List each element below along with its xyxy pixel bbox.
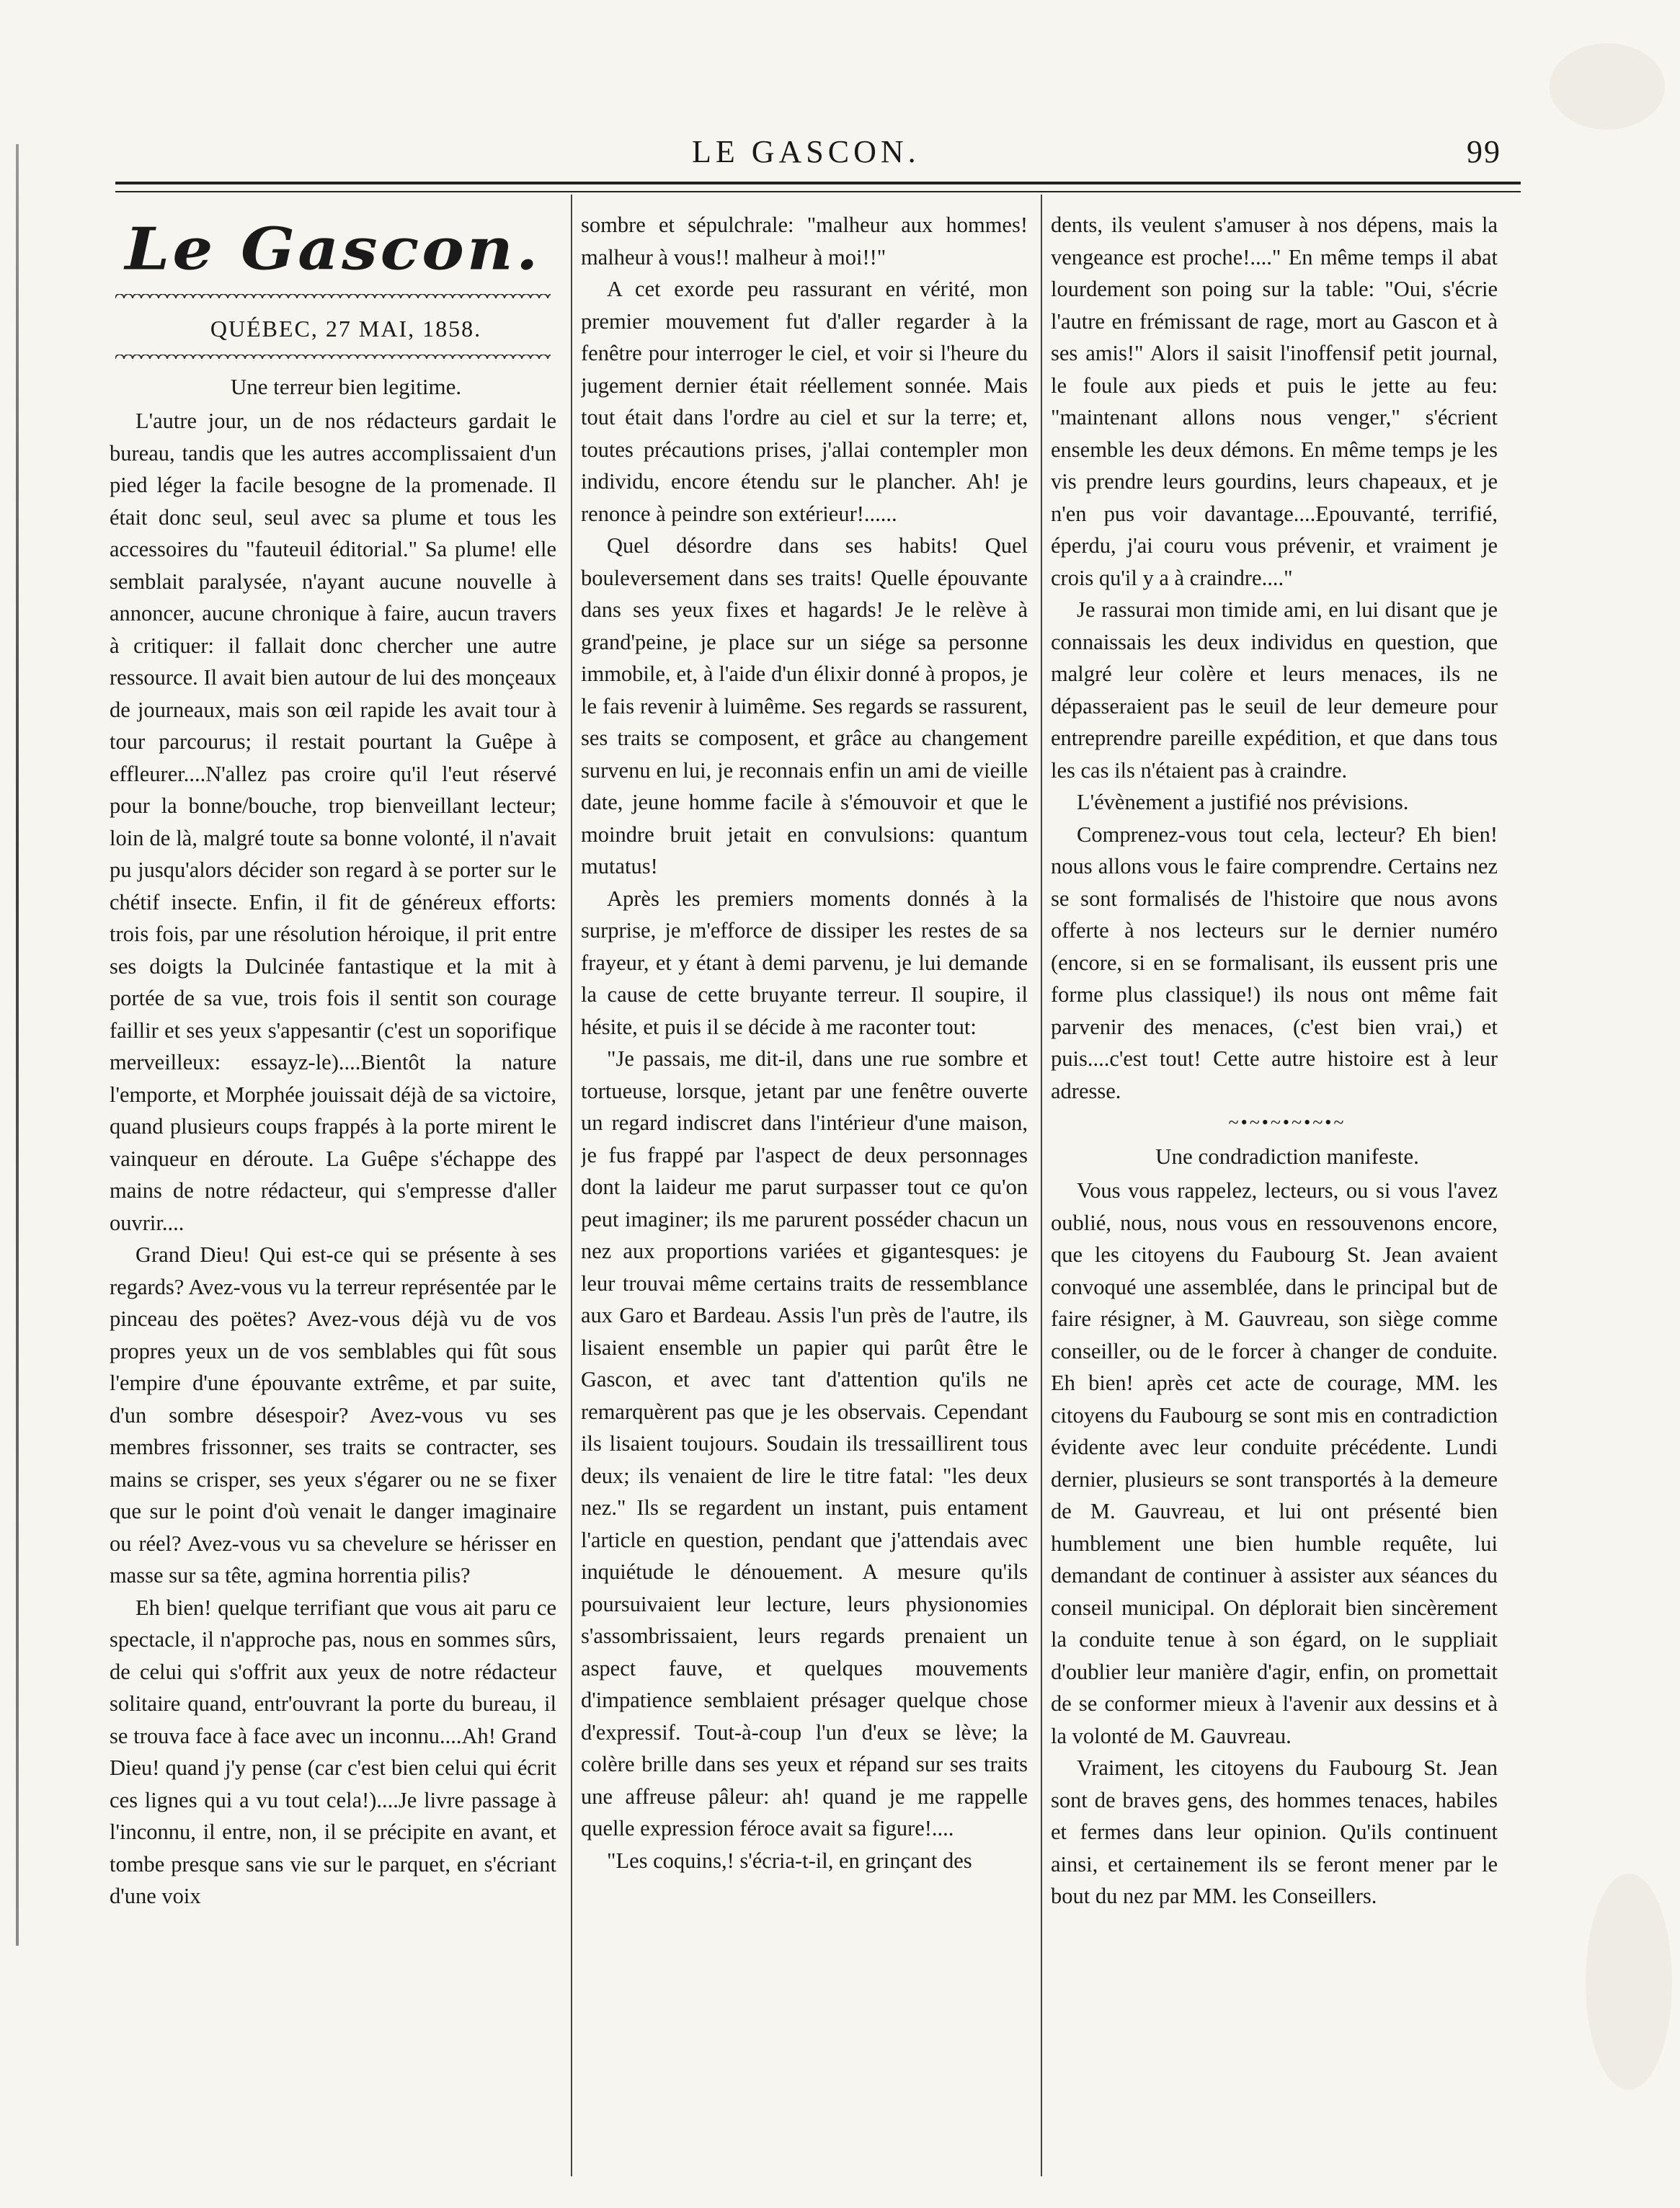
article-title: Une terreur bien legitime. <box>230 374 462 399</box>
paper-stain <box>1550 43 1665 130</box>
paragraph: Après les premiers moments donnés à la surprise, je m'efforce de dissiper les restes de sa frayeur, et y étant à demi parvenu, je lui demande la cause de cette bruyante terreur. Il soupire, il hésite, et puis il se décide à me raconter tout: <box>581 886 1028 1039</box>
paragraph: "Les coquins,! s'écria-t-il, en grinçant des <box>607 1848 972 1873</box>
page-number: 99 <box>1467 134 1501 169</box>
paragraph: L'évènement a justifié nos prévisions. <box>1077 790 1409 814</box>
paragraph: Comprenez-vous tout cela, lecteur? Eh bien! nous allons vous le faire comprendre. Certains nez se sont formalisés de l'histoire que nous avons offerte à nos lecteurs sur le dernier numéro (encore, si en se formalisant, ils eussent pris une forme plus classique!) ils nous ont même fait parvenir des menaces, (c'est bien vrai,) et puis....c'est tout! Cette autre histoire est à leur adresse. <box>1051 822 1498 1103</box>
paragraph: Vous vous rappelez, lecteurs, ou si vous l'avez oublié, nous, nous vous en ressouvenons encore, que les citoyens du Faubourg St. Jean avaient convoqué une assemblée, dans le principal but de faire résigner, à M. Gauvreau, son siège comme conseiller, ou de le forcer à changer de conduite. Eh bien! après cet acte de courage, MM. les citoyens du Faubourg se sont mis en contradiction évidente avec leur conduite précédente. Lundi dernier, plusieurs se sont transportés à la demeure de M. Gauvreau, et lui ont présenté bien humblement une bien humble requête, lui demandant de continuer à assister aux séances du conseil municipal. On déplorait bien sincèrement la conduite tenue à son égard, on le suppliait d'oublier leur manière d'agir, enfin, on promettait de se conformer mieux à l'avenir aux dessins et à la volonté de M. Gauvreau. <box>1051 1178 1498 1748</box>
column-3 <box>1051 209 1498 2147</box>
paper-stain <box>1586 1874 1672 2090</box>
paragraph: dents, ils veulent s'amuser à nos dépens, mais la vengeance est proche!...." En même temps il abat lourdement son poing sur la table: "Oui, s'écrie l'autre en frémissant de rage, mort au Gascon et à ses amis!" Alors il saisit l'inoffensif petit journal, le foule aux pieds et puis le jette au feu: "maintenant allons nous venger," s'écrient ensemble les deux démons. En même temps je les vis prendre leurs gourdins, leurs chapeaux, et je n'en pus voir davantage....Epouvanté, terrifié, éperdu, j'ai couru vous prévenir, et vraiment je crois qu'il y a à craindre...." <box>1051 213 1498 590</box>
running-title: LE GASCON. <box>692 134 920 169</box>
paragraph: A cet exorde peu rassurant en vérité, mon premier mouvement fut d'aller regarder à la fenêtre pour interroger le ciel, et voir si l'heure du jugement dernier était réellement sonnée. Mais tout était dans l'ordre au ciel et sur la terre; et, toutes précautions prises, j'allai contempler mon individu, encore étendu sur le plancher. Ah! je renonce à peindre son extérieur!...... <box>581 277 1028 526</box>
page-binding-edge <box>16 144 19 1946</box>
paragraph: Quel désordre dans ses habits! Quel bouleversement dans ses traits! Quelle épouvante dans ses yeux fixes et hagards! Je le relève à grand'peine, je place sur un siége sa personne immobile, et, à l'aide d'un élixir donné à propos, je le fais revenir à luimême. Ses regards se rassurent, ses traits se composent, et grâce au changement survenu en lui, je reconnais enfin un ami de vieille date, jeune homme facile à s'émouvoir et que le moindre bruit jetait en convulsions: quantum mutatus! <box>581 533 1028 878</box>
paragraph: Je rassurai mon timide ami, en lui disant que je connaissais les deux individus en question, que malgré leur colère et leurs menaces, ils ne dépasseraient pas le seuil de leur demeure pour entreprendre pareille expédition, et que dans tous les cas ils n'étaient pas à craindre. <box>1051 597 1498 783</box>
paragraph: Grand Dieu! Qui est-ce qui se présente à ses regards? Avez-vous vu la terreur représentée par le pinceau des poëtes? Avez-vous déjà vu de vos propres yeux un de vos semblables qui fût sous l'empire d'une épouvante extrême, et par suite, d'un sombre désespoir? Avez-vous vu ses membres frissonner, ses traits se contracter, ses mains se crisper, ses yeux s'égarer ou ne se fixer que sur le point d'où venait le danger imaginaire ou réel? Avez-vous vu sa chevelure se hérisser en masse sur sa tête, agmina horrentia pilis? <box>110 1242 556 1588</box>
header-rule <box>115 182 1521 192</box>
article-title: Une condradiction manifeste. <box>1155 1144 1419 1169</box>
column-2 <box>581 209 1028 2147</box>
dateline: QUÉBEC, 27 MAI, 1858. <box>210 316 482 342</box>
running-head <box>0 133 1680 184</box>
column-1 <box>110 209 556 2147</box>
paragraph: sombre et sépulchrale: "malheur aux hommes! malheur à vous!! malheur à moi!!" <box>581 213 1028 270</box>
paragraph: "Je passais, me dit-il, dans une rue sombre et tortueuse, lorsque, jetant par une fenêtre ouverte un regard indiscret dans l'intérieur d'une maison, je fus frappé par l'aspect de deux personnages dont la laideur me parut surpasser tout ce qu'on peut imaginer; ils me parurent posséder chacun un nez aux proportions variées et gigantesques: je leur trouvai même certains traits de ressemblance aux Garo et Bardeau. Assis l'un près de l'autre, ils lisaient ensemble un papier qui parût être le Gascon, et avec tant d'attention qu'ils ne remarquèrent pas que je les observais. Cependant ils lisaient toujours. Soudain ils tressaillirent tous deux; ils venaient de lire le titre fatal: "les deux nez." Ils se regardent un instant, puis entament l'article en question, pendant que j'attendais avec inquiétude le dénouement. A mesure qu'ils poursuivaient leur lecture, leurs physionomies s'assombrissaient, leurs regards prenaient un aspect fauve, et quelques mouvements d'impatience semblaient présager quelque chose d'expressif. Tout-à-coup l'un d'eux se lève; la colère brille dans ses yeux et répand sur ses traits une affreuse pâleur: ah! quand je me rappelle quelle expression féroce avait sa figure!.... <box>581 1046 1028 1840</box>
wavy-rule <box>115 294 551 303</box>
paragraph: Eh bien! quelque terrifiant que vous ait paru ce spectacle, il n'approche pas, nous en sommes sûrs, de celui qui s'offrit aux yeux de notre rédacteur solitaire quand, entr'ouvrant la porte du bureau, il se trouva face à face avec un inconnu....Ah! Grand Dieu! quand j'y pense (car c'est bien celui qui écrit ces lignes qui a vu tout cela!)....Je livre passage à l'inconnu, il entre, non, il se précipite en avant, et tombe presque sans vie sur le parquet, en s'écriant d'une voix <box>110 1595 556 1908</box>
wavy-rule <box>115 355 551 363</box>
paragraph: Vraiment, les citoyens du Faubourg St. Jean sont de braves gens, des hommes tenaces, habiles et fermes dans leur opinion. Qu'ils continuent ainsi, et certainement ils se feront mener par le bout du nez par MM. les Conseillers. <box>1051 1755 1498 1908</box>
column-rule <box>571 195 572 2176</box>
masthead: Le Gascon. <box>125 214 541 283</box>
column-rule <box>1041 195 1042 2176</box>
paragraph: L'autre jour, un de nos rédacteurs gardait le bureau, tandis que les autres accomplissaient d'un pied léger la facile besogne de la promenade. Il était donc seul, seul avec sa plume et tous les accessoires du "fauteuil éditorial." Sa plume! elle semblait paralysée, n'ayant aucune nouvelle à annoncer, aucune chronique à faire, aucun travers à critiquer: il fallait donc chercher une autre ressource. Il avait bien autour de lui des monçeaux de journeaux, mais son œil rapide les avait tour à tour parcourus; il restait pourtant la Guêpe à effleurer....N'allez pas croire qu'il l'eut réservé pour la bonne/bouche, trop bienveillant lecteur; loin de là, malgré toute sa bonne volonté, il n'avait pu jusqu'alors décider son regard à se porter sur le chétif insecte. Enfin, il fit de généreux efforts: trois fois, par une résolution héroique, il prit entre ses doigts la Dulcinée fantastique et la mit à portée de sa vue, trois fois il sentit son courage faillir et ses yeux s'appesantir (c'est un soporifique merveilleux: essayz-le)....Bientôt la nature l'emporte, et Morphée jouissait déjà de sa victoire, quand plusieurs coups frappés à la porte mirent le vainqueur en déroute. La Guêpe s'échappe des mains de notre rédacteur, qui s'empresse d'aller ouvrir.... <box>110 409 556 1235</box>
section-ornament: ~•~•~•~•~•~ <box>1228 1112 1346 1133</box>
